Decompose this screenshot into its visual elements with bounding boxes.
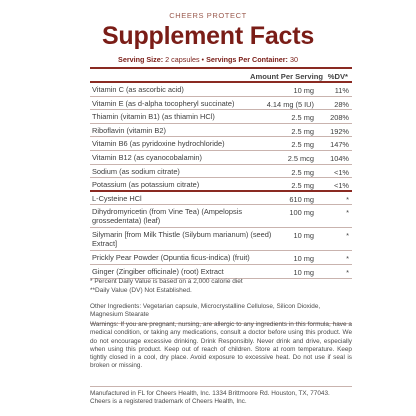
warnings-divider [90,386,352,387]
nutrient-dv: 104% [330,153,349,163]
serving-size-value: 2 capsules [165,55,200,64]
servings-per-label: Servings Per Container: [206,55,288,64]
nutrient-dv: 147% [330,140,349,150]
nutrient-dv: <1% [334,181,349,191]
table-row [90,251,352,265]
table-row [90,97,352,111]
nutrient-amount: 10 mg [293,267,314,277]
nutrient-name: Vitamin B12 (as cyanocobalamin) [92,152,202,162]
table-row [90,124,352,138]
servings-per-value: 30 [289,55,298,64]
nutrient-amount: 2.5 mg [291,181,314,191]
nutrient-amount: 2.5 mg [291,126,314,136]
table-row [90,178,352,192]
panel-title: Supplement Facts [101,22,315,50]
nutrient-name: Potassium (as potassium citrate) [92,180,200,190]
nutrient-amount: 2.5 mg [291,167,314,177]
table-row [90,137,352,151]
nutrient-amount: 2.5 mg [291,140,314,150]
footnotes [90,278,352,296]
nutrient-name: Riboflavin (vitamin B2) [92,125,166,135]
table-row [90,205,352,228]
nutrient-dv: * [346,194,349,204]
nutrient-amount: 4.14 mg (5 IU) [266,99,314,109]
serving-separator: • [199,55,207,64]
table-row [90,265,352,279]
nutrient-dv: 28% [334,99,349,109]
nutrient-dv: 192% [330,126,349,136]
table-row [90,228,352,251]
nutrient-dv: 11% [334,86,349,95]
serving-info [0,55,416,64]
table-row [90,192,352,206]
table-row [90,83,352,97]
nutrient-amount: 2.5 mg [291,113,314,123]
amount-header: Amount Per Serving [250,72,323,81]
table-row [90,110,352,124]
serving-size-label: Serving Size: [118,55,164,64]
nutrient-amount: 10 mg [293,231,314,241]
nutrient-dv: * [346,254,349,264]
nutrient-name: Dihydromyricetin (from Vine Tea) (Ampelopsis grossedentata) (leaf) [92,207,243,225]
warnings-text: Warnings: If you are pregnant, nursing, are allergic to any ingredients in this formula, have a medical condition, or taking any medications, consult a doctor before using this product. We do not encourage excessive drinking. Drink Responsibly. Never drink and drive, especially when using this product. Keep out of reach of children. Store at room temperature. Keep tightly closed in a cool, dry place. Avoid exposure to excessive heat. Do not use if seal is broken or missing. [90,321,352,370]
nutrient-amount: 100 mg [289,208,314,218]
nutrient-name: Vitamin E (as d-alpha tocopheryl succinate) [92,98,235,108]
nutrient-dv: * [346,267,349,277]
manufacturer-text: Manufactured in FL for Cheers Health, Inc. 1334 Brittmoore Rd. Houston, TX, 77043. Cheers is a registered trademark of Cheers Health, Inc. [90,390,330,406]
nutrient-dv: <1% [334,167,349,177]
nutrient-dv: * [346,208,349,218]
nutrient-name: Prickly Pear Powder (Opuntia ficus-indica) (fruit) [92,253,250,263]
nutrient-amount: 2.5 mcg [287,153,314,163]
nutrient-amount: 610 mg [289,194,314,204]
nutrient-dv: 208% [330,113,349,123]
nutrient-dv: * [346,231,349,241]
nutrient-name: Ginger (Zingiber officinale) (root) Extract [92,266,224,276]
brand-name: CHEERS PROTECT [169,11,247,20]
other-ingredients: Other Ingredients: Vegetarian capsule, Microcrystalline Cellulose, Silicon Dioxide, Magnesium Stearate [90,303,352,324]
not-established-footnote: **Daily Value (DV) Not Established. [90,286,192,294]
nutrient-amount: 10 mg [293,254,314,264]
table-row [90,151,352,165]
dv-footnote: * Percent Daily Value is based on a 2,000 calorie diet [90,278,243,285]
nutrient-amount: 10 mg [293,86,314,95]
nutrient-name: Sodium (as sodium citrate) [92,166,180,176]
facts-header [90,69,352,83]
facts-table [90,69,352,279]
nutrient-name: Vitamin C (as ascorbic acid) [92,85,184,94]
dv-header: %DV* [327,72,348,81]
nutrient-name: Vitamin B6 (as pyridoxine hydrochloride) [92,139,225,149]
nutrient-name: Silymarin [from Milk Thistle (Silybum marianum) (seed) Extract] [92,230,272,248]
table-row [90,165,352,179]
nutrient-name: Thiamin (vitamin B1) (as thiamin HCl) [92,112,215,122]
nutrient-name: L-Cysteine HCl [92,193,142,203]
